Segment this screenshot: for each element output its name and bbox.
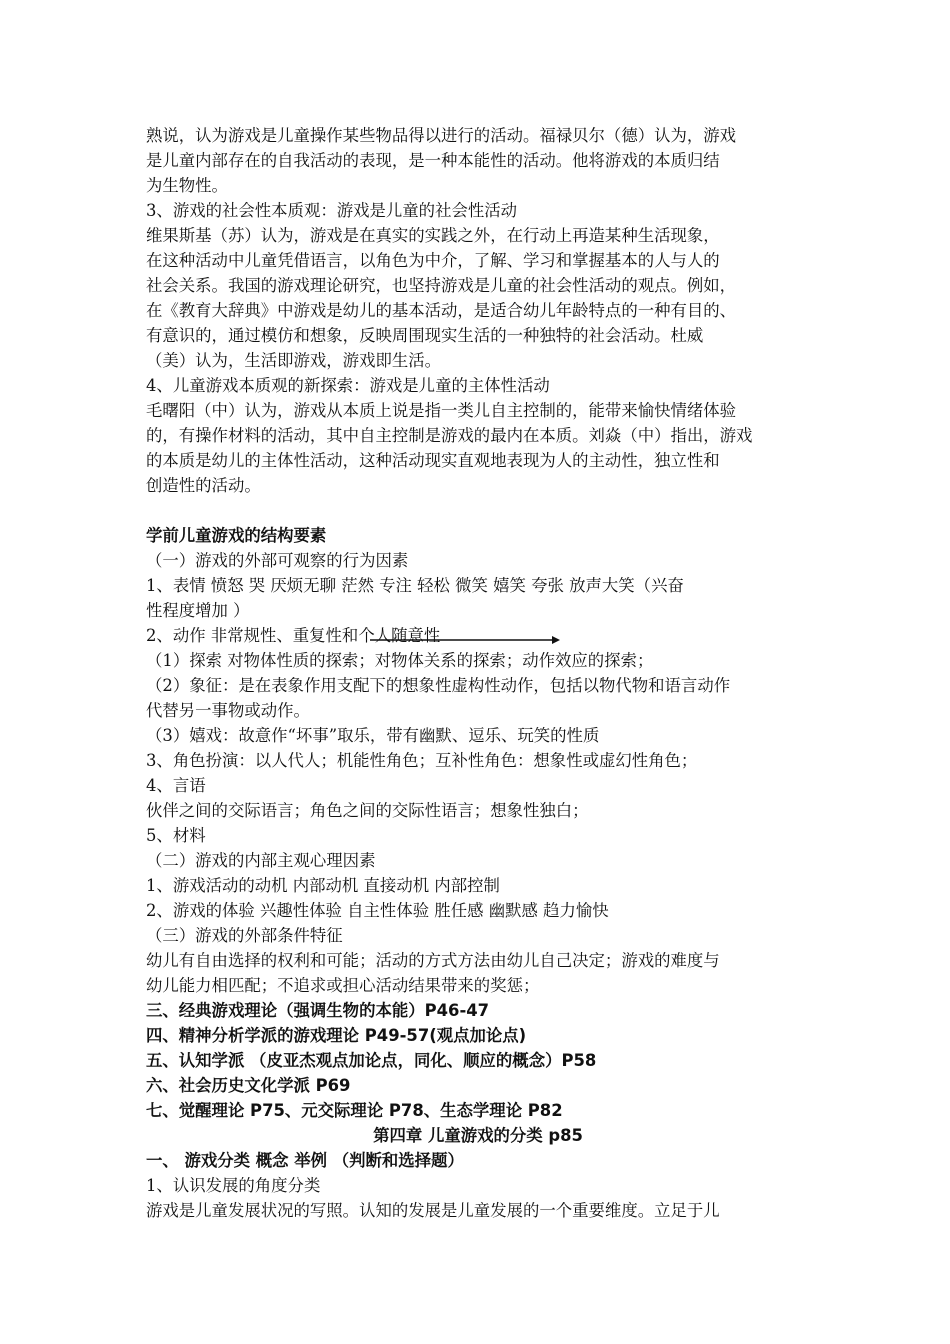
text-line: 1、表情 愤怒 哭 厌烦无聊 茫然 专注 轻松 微笑 嬉笑 夸张 放声大笑（兴奋 xyxy=(146,576,684,595)
text-line: 创造性的活动。 xyxy=(146,476,261,495)
text-line: 3、游戏的社会性本质观：游戏是儿童的社会性活动 xyxy=(146,201,518,220)
document-page xyxy=(146,123,810,1223)
bold-heading: 三、经典游戏理论（强调生物的本能）P46-47 xyxy=(146,1001,490,1020)
text-line: （一）游戏的外部可观察的行为因素 xyxy=(146,551,409,570)
bold-heading: 五、认知学派 （皮亚杰观点加论点，同化、顺应的概念）P58 xyxy=(146,1051,597,1070)
bold-heading: 七、觉醒理论 P75、元交际理论 P78、生态学理论 P82 xyxy=(146,1101,563,1120)
text-line: （三）游戏的外部条件特征 xyxy=(146,926,343,945)
text-line: 是儿童内部存在的自我活动的表现，是一种本能性的活动。他将游戏的本质归结 xyxy=(146,151,720,170)
text-line: （3）嬉戏：故意作“坏事”取乐，带有幽默、逗乐、玩笑的性质 xyxy=(146,726,600,745)
text-line: 的，有操作材料的活动，其中自主控制是游戏的最内在本质。刘焱（中）指出，游戏 xyxy=(146,426,753,445)
text-line: （二）游戏的内部主观心理因素 xyxy=(146,851,376,870)
text-line: 熟说，认为游戏是儿童操作某些物品得以进行的活动。福禄贝尔（德）认为，游戏 xyxy=(146,126,737,145)
text-line: 4、儿童游戏本质观的新探索：游戏是儿童的主体性活动 xyxy=(146,376,550,395)
text-line: （2）象征：是在表象作用支配下的想象性虚构性动作，包括以物代物和语言动作 xyxy=(146,676,731,695)
bold-heading: 六、社会历史文化学派 P69 xyxy=(146,1076,351,1095)
text-line: 游戏是儿童发展状况的写照。认知的发展是儿童发展的一个重要维度。立足于儿 xyxy=(146,1201,720,1220)
text-line: 幼儿能力相匹配；不追求或担心活动结果带来的奖惩； xyxy=(146,976,540,995)
text-line: 的本质是幼儿的主体性活动，这种活动现实直观地表现为人的主动性，独立性和 xyxy=(146,451,720,470)
arrow-icon xyxy=(370,636,560,644)
section-title: 学前儿童游戏的结构要素 xyxy=(146,526,327,545)
bold-heading: 四、精神分析学派的游戏理论 P49-57(观点加论点) xyxy=(146,1026,527,1045)
text-line-with-arrow xyxy=(146,623,810,648)
chapter-title: 第四章 儿童游戏的分类 p85 xyxy=(373,1126,583,1145)
text-line: 毛曙阳（中）认为，游戏从本质上说是指一类儿自主控制的，能带来愉快情绪体验 xyxy=(146,401,737,420)
text-line: 1、认识发展的角度分类 xyxy=(146,1176,321,1195)
text-line: 代替另一事物或动作。 xyxy=(146,701,310,720)
text-line: （美）认为，生活即游戏，游戏即生活。 xyxy=(146,351,442,370)
text-line: 在《教育大辞典》中游戏是幼儿的基本活动，是适合幼儿年龄特点的一种有目的、 xyxy=(146,301,737,320)
text-line: 5、材料 xyxy=(146,826,206,845)
text-line: 维果斯基（苏）认为，游戏是在真实的实践之外，在行动上再造某种生活现象， xyxy=(146,226,720,245)
text-line: 1、游戏活动的动机 内部动机 直接动机 内部控制 xyxy=(146,876,500,895)
text-line: 为生物性。 xyxy=(146,176,228,195)
text-line: 4、言语 xyxy=(146,776,206,795)
text-line: 幼儿有自由选择的权利和可能；活动的方式方法由幼儿自己决定；游戏的难度与 xyxy=(146,951,720,970)
heading-one: 一、 游戏分类 概念 举例 （判断和选择题） xyxy=(146,1151,464,1170)
text-line: 在这种活动中儿童凭借语言，以角色为中介，了解、学习和掌握基本的人与人的 xyxy=(146,251,720,270)
text-line: 2、游戏的体验 兴趣性体验 自主性体验 胜任感 幽默感 趋力愉快 xyxy=(146,901,609,920)
text-line: 伙伴之间的交际语言；角色之间的交际性语言；想象性独白； xyxy=(146,801,589,820)
text-line: 性程度增加 ） xyxy=(146,601,250,620)
text-line: 社会关系。我国的游戏理论研究，也坚持游戏是儿童的社会性活动的观点。例如， xyxy=(146,276,737,295)
text-line: 3、角色扮演：以人代人；机能性角色；互补性角色：想象性或虚幻性角色； xyxy=(146,751,698,770)
text-line: 有意识的，通过模仿和想象，反映周围现实生活的一种独特的社会活动。杜威 xyxy=(146,326,704,345)
paragraph-gap xyxy=(146,498,810,523)
text-line: （1）探索 对物体性质的探索；对物体关系的探索；动作效应的探索； xyxy=(146,651,654,670)
text-line: 2、动作 非常规性、重复性和个人随意性 xyxy=(146,626,441,645)
